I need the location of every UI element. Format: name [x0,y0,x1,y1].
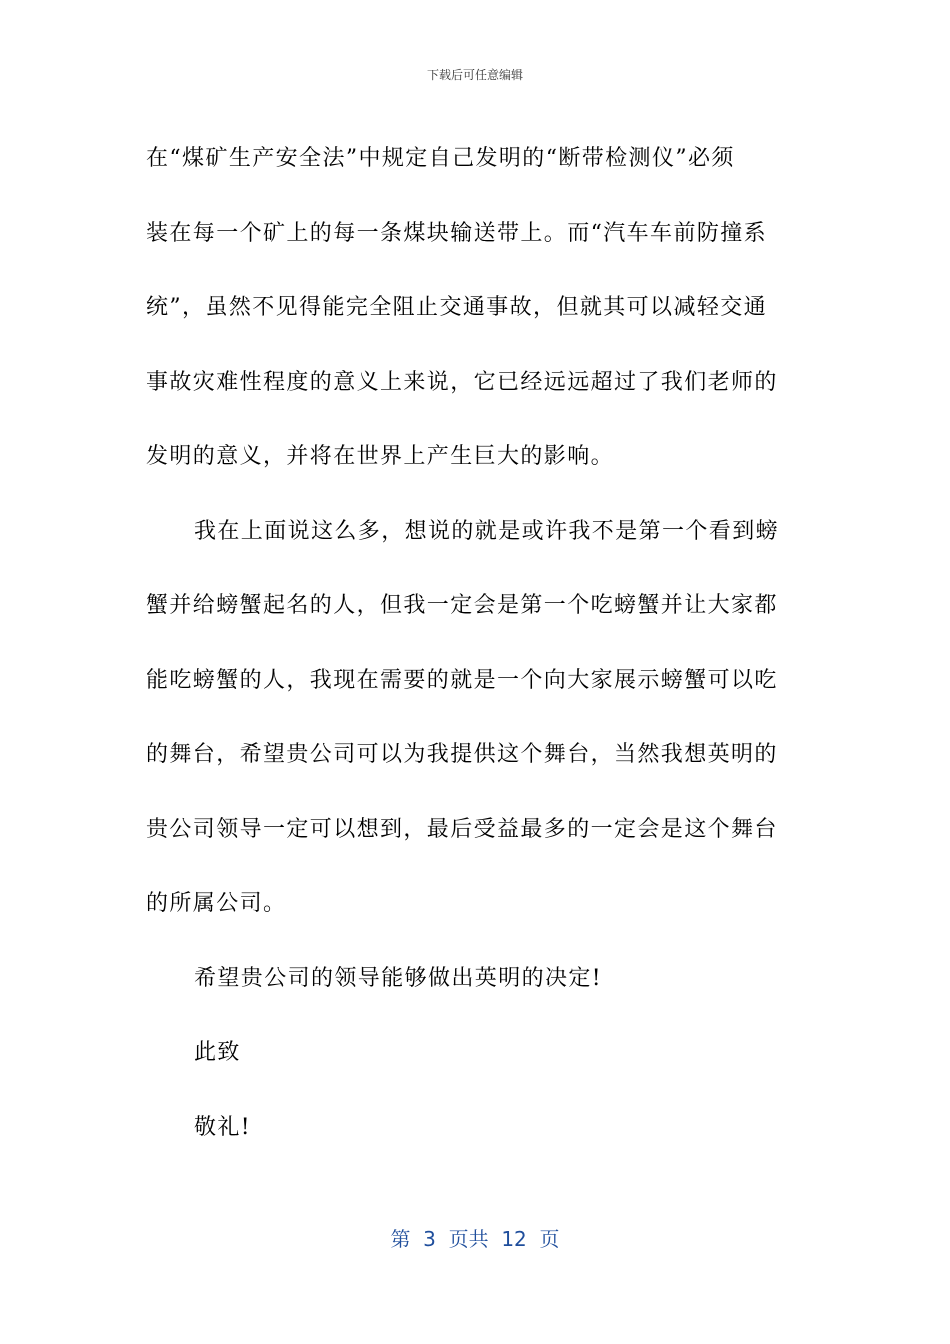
page-label: 第 3 页共 12 页 [390,1227,560,1251]
letter-body [146,122,796,1165]
closing-regards: 敬礼! [194,1114,252,1140]
body-line: 统”，虽然不见得能完全阻止交通事故，但就其可以减轻交通 [146,295,768,320]
body-line: 希望贵公司的领导能够做出英明的决定! [194,965,603,991]
body-line: 贵公司领导一定可以想到，最后受益最多的一定会是这个舞台 [146,816,778,842]
body-line: 事故灾难性程度的意义上来说，它已经远远超过了我们老师的 [146,369,778,395]
body-line: 装在每一个矿上的每一条煤块输送带上。而“汽车车前防撞系 [146,220,768,246]
download-note: 下载后可任意编辑 [426,68,523,82]
body-line: 的舞台，希望贵公司可以为我提供这个舞台，当然我想英明的 [146,742,778,767]
body-line: 发明的意义，并将在世界上产生巨大的影响。 [146,444,615,469]
body-line: 能吃螃蟹的人，我现在需要的就是一个向大家展示螃蟹可以吃 [146,667,778,693]
body-line: 的所属公司。 [146,891,287,916]
body-line: 我在上面说这么多，想说的就是或许我不是第一个看到螃 [194,518,780,544]
page-number-footer [0,1226,950,1252]
body-line: 蟹并给螃蟹起名的人，但我一定会是第一个吃螃蟹并让大家都 [146,593,778,618]
closing-salutation: 此致 [194,1040,241,1065]
body-line: 在“煤矿生产安全法”中规定自己发明的“断带检测仪”必须 [146,146,735,171]
